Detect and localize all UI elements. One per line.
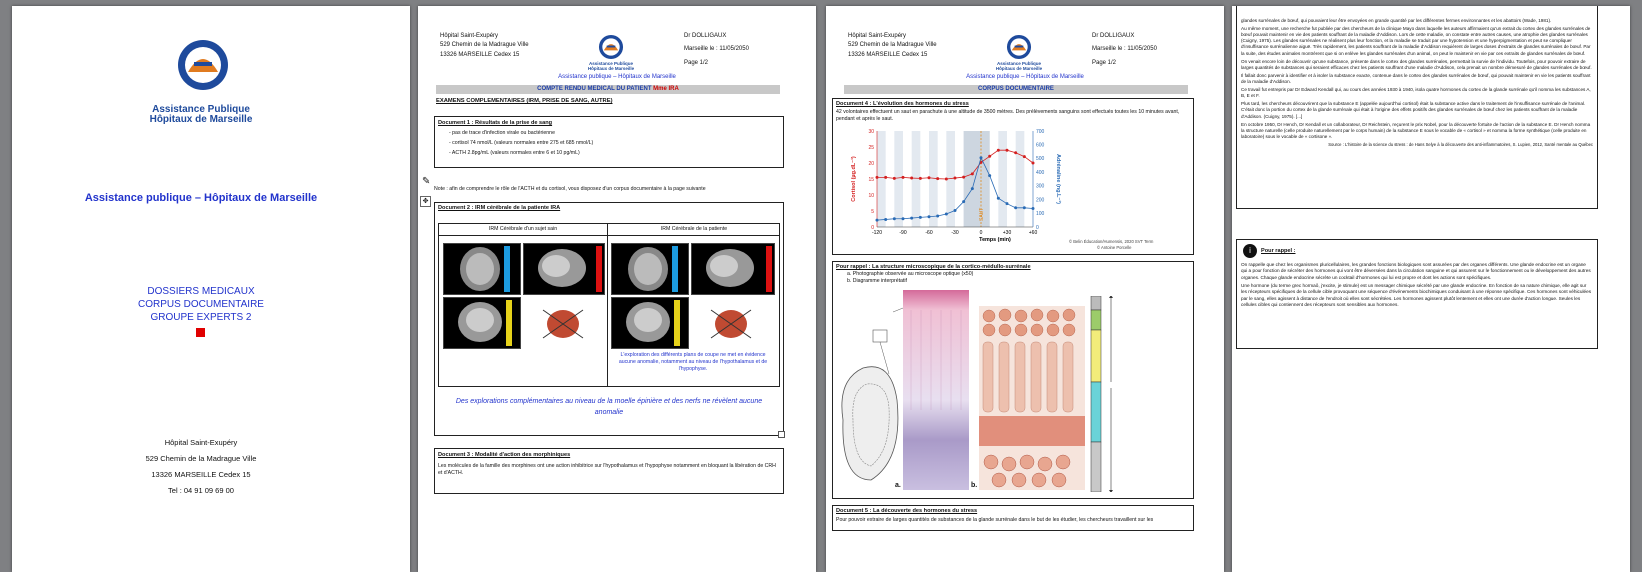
report-page <box>418 6 816 572</box>
chart-x-tick-label: -30 <box>951 230 959 236</box>
cover-subtitle-1: DOSSIERS MEDICAUX <box>147 286 255 297</box>
chart-point-cortisol <box>893 177 896 180</box>
cover-address-1: Hôpital Saint-Exupéry <box>164 438 238 447</box>
header-date: Marseille le : 11/05/2050 <box>684 46 749 53</box>
chart-x-tick-label: -60 <box>925 230 933 236</box>
document-1-box <box>434 116 784 168</box>
reminder-item-a: a. Photographie observée au microscope optique (x50) <box>847 271 974 277</box>
chart-point-cortisol <box>919 177 922 180</box>
chart-y-left-tick-label: 15 <box>868 176 874 183</box>
mri-col-header-a: IRM Cérébrale d'un sujet sain <box>488 226 558 232</box>
chart-y-left-tick-label: 10 <box>868 192 874 199</box>
resize-handle[interactable] <box>778 431 785 438</box>
red-square-marker <box>196 328 205 337</box>
document-5-continued-box <box>1236 6 1598 209</box>
header-street-p3: 529 Chemin de la Madrague Ville <box>848 42 937 49</box>
header-org-p3: Assistance publique – Hôpitaux de Marseille <box>966 74 1084 80</box>
exams-heading: EXAMENS COMPLEMENTAIRES (IRM, PRISE DE SANG, AUTRE) <box>436 98 613 104</box>
mri-healthy-sagittal <box>523 243 605 295</box>
zone-legend-bar <box>1089 296 1105 492</box>
chart-point-cortisol <box>1032 162 1035 165</box>
doc5-para-2: Au même moment, une recherche fut publiée par des chercheurs de la clinique Mayo dans laquelle les auteurs affirmaient qu'un extrait du cortex des glandes surrénales de bœuf pouvait maintenir en vie des patients souffrant de la maladie d'Addison. Lors de cette maladie, on constate entre autres causes, une atrophie des glandes surrénales (Cuigny, 1975). Les glandes surrénales ne réalisent plus leur fonction, et la maladie se traduit par une hypotension et une hyperpigmentation et peut se compliquer d'insuffisance surrénalienne aiguë. Très rapidement, les patients souffrant de la maladie d'Addison requièrent de larges doses d'extraits de glandes surrénales de bœuf. Par la suite, des études animales montrèrent que si on enlève les glandes surrénales d'un animal, on peut le maintenir en vie par ces extraits de glandes surrénales de bœuf. <box>1241 26 1591 56</box>
chart-point-cortisol <box>988 155 991 158</box>
chart-y-right-tick-label: 0 <box>1036 224 1039 231</box>
chart-band <box>1016 131 1025 227</box>
doc5-para-5: Ce travail fut entrepris par Dr Edward Kendall qui, au cours des années 1930 à 1940, isola quatre hormones du cortex de la glande surrénale qu'il nomma les substances A, B, E et F. <box>1241 87 1591 99</box>
rappel-paragraph-2: Une hormone (du terme grec hormaô, j'excite, je stimule) est un messager chimique sécrété par une glande endocrine. En fonction de sa nature chimique, elle agit sur les récepteurs spécifiques de la cellule cible provoquant une séquence d'événements biochimiques conduisant à une réponse spécifique. Ces hormones sont véhiculées par le sang, elles agissent à distance de l'endroit où elles sont sécrétées. Les hormones agissent plutôt lentement et elles ont une durée d'action longue. Seules les cellules cibles qui contiennent des récepteurs sont sensibles aux hormones. <box>1241 283 1592 308</box>
chart-y-left-tick-label: 5 <box>871 208 874 215</box>
chart-x-tick-label: -120 <box>871 230 883 236</box>
chart-y-right-tick-label: 300 <box>1036 183 1045 190</box>
chart-y-left-tick-label: 25 <box>868 144 874 151</box>
document-1-title: Document 1 : Résultats de la prise de sang <box>438 120 553 126</box>
cover-subtitle-3: GROUPE EXPERTS 2 <box>150 312 252 323</box>
stress-hormone-chart <box>833 123 1073 247</box>
cover-address-2: 529 Chemin de la Madrague Ville <box>145 454 257 463</box>
document-4-text: 42 volontaires effectuent un saut en parachute à une altitude de 3500 mètres. Des prélèvements sanguins sont effectués toutes les 10 minutes avant, pendant et après le saut. <box>836 109 1180 123</box>
mri-table <box>438 223 780 387</box>
chart-point-adrenaline <box>919 216 922 219</box>
adrenal-interpretive-diagram <box>979 306 1085 490</box>
header-logo-p3 <box>1006 34 1032 60</box>
aphm-logo <box>176 38 230 92</box>
patient-name: Mme IRA <box>653 86 679 92</box>
header-hospital-p3: Hôpital Saint-Exupéry <box>848 33 907 39</box>
chart-point-adrenaline <box>1006 202 1009 205</box>
adrenal-gland-drawing <box>833 290 905 490</box>
chart-point-adrenaline <box>971 187 974 190</box>
chart-point-adrenaline <box>997 197 1000 200</box>
figure-label-b: b. <box>971 482 978 489</box>
document-5-title: Document 5 : La découverte des hormones du stress <box>836 508 978 514</box>
chart-point-adrenaline <box>928 215 931 218</box>
chart-band <box>998 131 1007 227</box>
header-city: 13326 MARSEILLE Cedex 15 <box>440 51 520 58</box>
chart-point-cortisol <box>928 176 931 179</box>
document-3-box <box>434 448 784 494</box>
doc5-para-4: Il fallait donc parvenir à identifier et à isoler la substance exacte, contenue dans le cortex des glandes surrénales de bœuf, qui pouvait maintenir en vie les patients souffrant de la maladie d'Addison. <box>1241 72 1591 84</box>
chart-point-adrenaline <box>876 219 879 222</box>
chart-point-adrenaline <box>902 217 905 220</box>
document-1-line-3: - ACTH 2.8pg/mL (valeurs normales entre 6 et 10 pg/mL) <box>449 150 580 156</box>
zone-bracket-lines <box>1107 296 1119 492</box>
chart-event-label: SAUT <box>979 207 985 221</box>
doc5-source: Source : L'histoire de la science du stress : de Hans Selye à la découverte des anti-inflammatoires, S. Lupien, 2012, Santé mentale au Québec <box>1328 141 1593 147</box>
cover-page <box>12 6 410 572</box>
reminder-item-b: b. Diagramme interprétatif <box>847 278 907 284</box>
header-left-p3 <box>848 32 937 60</box>
mri-patient-coronal <box>611 297 689 349</box>
header-hospital: Hôpital Saint-Exupéry <box>440 33 499 39</box>
chart-y-right-tick-label: 600 <box>1036 142 1045 149</box>
document-3-title: Document 3 : Modalité d'action des morphiniques <box>438 452 571 458</box>
header-logo-text-1: Assistance Publique <box>588 61 633 66</box>
note-text: Note : afin de comprendre le rôle de l'ACTH et du cortisol, vous disposez d'un corpus documentaire à la page suivante <box>434 186 706 192</box>
chart-y-right-tick-label: 400 <box>1036 169 1045 176</box>
figure-label-a: a. <box>895 482 901 489</box>
header-doctor: Dr DOLLIGAUX <box>684 33 727 39</box>
reminder-title: Pour rappel : La structure microscopique de la cortico-médullo-surrénale <box>836 264 1031 270</box>
chart-y-right-tick-label: 700 <box>1036 128 1045 135</box>
chart-x-tick-label: +60 <box>1028 230 1038 236</box>
header-page-p3: Page 1/2 <box>1092 59 1117 66</box>
header-logo-text-2: Hôpitaux de Marseille <box>587 66 635 71</box>
document-5-text: Pour pouvoir extraire de larges quantités de substances de la glande surrénale dans le but de les étudier, les chercheurs travaillent sur les <box>836 517 1154 523</box>
header-left <box>440 32 529 60</box>
mri-caption: L'exploration des différents plans de coupe ne met en évidence aucune anomalie, notamment au niveau de l'hypothalamus et de l'hypophyse. <box>618 352 768 373</box>
header-logo-text-2-p3: Hôpitaux de Marseille <box>995 66 1043 71</box>
header-date-p3: Marseille le : 11/05/2050 <box>1092 46 1157 53</box>
cover-subtitle-2: CORPUS DOCUMENTAIRE <box>138 299 264 310</box>
chart-band <box>877 131 886 227</box>
doc5-para-3: On venait encore loin de découvrir qu'une substance, présente dans le cortex des glandes surrénales, permettait la survie de l'individu. Toutefois, pour pouvoir extraire de larges quantités de substances qui seraient efficaces chez les patients souffrant d'une maladie d'Addison, cela prenait un nombre démesuré de glandes surrénales de bœuf. <box>1241 58 1592 70</box>
chart-point-cortisol <box>971 172 974 175</box>
chart-point-cortisol <box>1014 151 1017 154</box>
header-logo <box>598 34 624 60</box>
brain-3d-patient <box>707 302 755 342</box>
document-2-box <box>434 202 784 436</box>
chart-point-adrenaline <box>1023 206 1026 209</box>
chart-point-cortisol <box>936 177 939 180</box>
doc5-para-7: En octobre 1950, Dr Hench, Dr Kendall et un collaborateur, Dr Reichstein, reçurent le prix Nobel, pour la découverte fortuite de l'action de la substance E. Dr Hench nomma la structure naturelle (celle produite naturellement par le corps humain) de la substance E sous le vocable de « cortisol » et nomma la forme synthétique (celle produite en laboratoire) sous le vocable de « cortisone ». <box>1241 121 1591 139</box>
corpus-title: CORPUS DOCUMENTAIRE <box>978 86 1054 92</box>
chart-point-adrenaline <box>1032 207 1035 210</box>
mri-col-header-b: IRM Cérébrale de la patiente <box>660 226 728 232</box>
cover-logo-text-2: Hôpitaux de Marseille <box>149 114 253 125</box>
chart-y-left-label: Cortisol (µg.dL⁻¹) <box>851 156 857 202</box>
document-5-box <box>832 505 1194 531</box>
header-page: Page 1/2 <box>684 59 709 66</box>
chart-point-cortisol <box>962 176 965 179</box>
chart-y-right-label: Adrénaline (ng.L⁻¹) <box>1055 154 1061 204</box>
chart-point-cortisol <box>876 176 879 179</box>
rappel-paragraph-1: On rappelle que chez les organismes pluricellulaires, les grandes fonctions biologiques sont assurées par des organes différents. Une glande endocrine est un organe qui a pour fonction de sécréter des hormones qui vont être déversées dans la circulation sanguine et qui assurent sur le fonctionnement ou le développement des autres organes. Chaque glande endocrine sécrète un cocktail d'hormones qui lui est propre et dont les actions sont spécifiques. <box>1241 262 1591 280</box>
reminder-icon: i <box>1243 244 1257 258</box>
mri-conclusion: Des explorations complémentaires au niveau de la moelle épinière et des nerfs ne révèlent aucune anomalie <box>455 398 763 416</box>
chart-point-adrenaline <box>988 174 991 177</box>
chart-point-adrenaline <box>910 217 913 220</box>
chart-credit-1: © Belin Éducation/Humensis, 2020 SVT Term <box>1069 239 1154 244</box>
document-2-title: Document 2 : IRM cérébrale de la patiente IRA <box>438 205 561 211</box>
header-logo-text-1-p3: Assistance Publique <box>996 61 1041 66</box>
chart-x-tick-label: 0 <box>979 230 983 236</box>
chart-y-right-tick-label: 100 <box>1036 211 1045 218</box>
header-doctor-p3: Dr DOLLIGAUX <box>1092 33 1135 39</box>
brain-3d-healthy <box>539 302 587 342</box>
document-4-title: Document 4 : L'évolution des hormones du stress <box>836 101 969 107</box>
chart-point-cortisol <box>1006 149 1009 152</box>
document-3-text: Les molécules de la famille des morphines ont une action inhibitrice sur l'hypothalamus et l'hypophyse notamment en bloquant la libération de CRH et d'ACTH. <box>438 463 776 477</box>
chart-point-adrenaline <box>893 217 896 220</box>
adrenal-micrograph <box>903 290 969 490</box>
chart-point-cortisol <box>997 149 1000 152</box>
chart-point-adrenaline <box>1014 206 1017 209</box>
chart-x-tick-label: +30 <box>1002 230 1012 236</box>
header-org: Assistance publique – Hôpitaux de Marseille <box>558 74 676 80</box>
chart-point-cortisol <box>910 177 913 180</box>
header-city-p3: 13326 MARSEILLE Cedex 15 <box>848 51 928 58</box>
chart-point-cortisol <box>884 176 887 179</box>
chart-jump-band <box>964 131 990 227</box>
cover-logo-text-1: Assistance Publique <box>152 104 250 115</box>
doc5-para-1: glandes surrénales de bœuf, qui pouvaient leur être envoyées en grande quantité par les différentes fermes environnantes et les abattoirs (Wade, 1981). <box>1241 18 1552 23</box>
corpus-page <box>826 6 1224 572</box>
chart-point-adrenaline <box>936 215 939 218</box>
cover-title: Assistance publique – Hôpitaux de Marseille <box>84 192 318 204</box>
chart-y-left-tick-label: 30 <box>868 128 874 135</box>
cover-phone: Tel : 04 91 09 69 00 <box>168 486 234 495</box>
chart-credit-2: © Antoine Porcelle <box>1097 245 1132 250</box>
chart-point-cortisol <box>954 177 957 180</box>
chart-point-adrenaline <box>980 156 983 159</box>
chart-x-axis-label: Temps (min) <box>979 237 1011 243</box>
header-street: 529 Chemin de la Madrague Ville <box>440 42 529 49</box>
corpus-title-bar <box>844 85 1188 94</box>
mri-healthy-axial <box>443 243 521 295</box>
chart-y-left-tick-label: 20 <box>868 160 874 167</box>
report-title: COMPTE RENDU MEDICAL DU PATIENT <box>537 86 652 92</box>
header-right <box>684 32 749 68</box>
chart-y-left-tick-label: 0 <box>871 224 874 231</box>
continuation-page <box>1232 6 1630 572</box>
mri-patient-axial <box>611 243 689 295</box>
move-handle-icon[interactable]: ✥ <box>420 196 431 207</box>
chart-point-cortisol <box>945 178 948 181</box>
header-right-p3 <box>1092 32 1157 68</box>
chart-point-adrenaline <box>884 218 887 221</box>
chart-y-right-tick-label: 500 <box>1036 156 1045 163</box>
mri-patient-sagittal <box>691 243 775 295</box>
chart-point-cortisol <box>902 176 905 179</box>
reminder-box <box>832 261 1194 499</box>
reminder-definitions-box <box>1236 239 1598 349</box>
cover-address-3: 13326 MARSEILLE Cedex 15 <box>151 470 251 479</box>
document-1-line-1: - pas de trace d'infection virale ou bactérienne <box>449 130 555 136</box>
mri-healthy-coronal <box>443 297 521 349</box>
report-title-bar <box>436 85 780 94</box>
chart-point-adrenaline <box>945 212 948 215</box>
doc5-para-6: Plus tard, les chercheurs découvrirent que la substance E (appelée aujourd'hui cortisol) était la substance active dans le traitement de l'insuffisance surrénale de l'animal. C'était donc la portion du cortex de la glande surrénale qui était à l'origine des effets positifs des glandes surrénales de bœuf chez les patients souffrant de la maladie d'Addison. (Cuigny, 1975). [...] <box>1241 101 1586 119</box>
chart-point-adrenaline <box>962 200 965 203</box>
chart-point-adrenaline <box>954 209 957 212</box>
chart-x-tick-label: -90 <box>899 230 907 236</box>
document-4-box <box>832 98 1194 255</box>
chart-y-right-tick-label: 200 <box>1036 197 1045 204</box>
rappel-title: Pour rappel : <box>1261 248 1296 254</box>
chart-point-cortisol <box>1023 155 1026 158</box>
pen-icon: ✎ <box>422 176 431 187</box>
document-1-line-2: - cortisol 74 nmol/L (valeurs normales entre 275 et 685 nmol/L) <box>449 140 594 146</box>
